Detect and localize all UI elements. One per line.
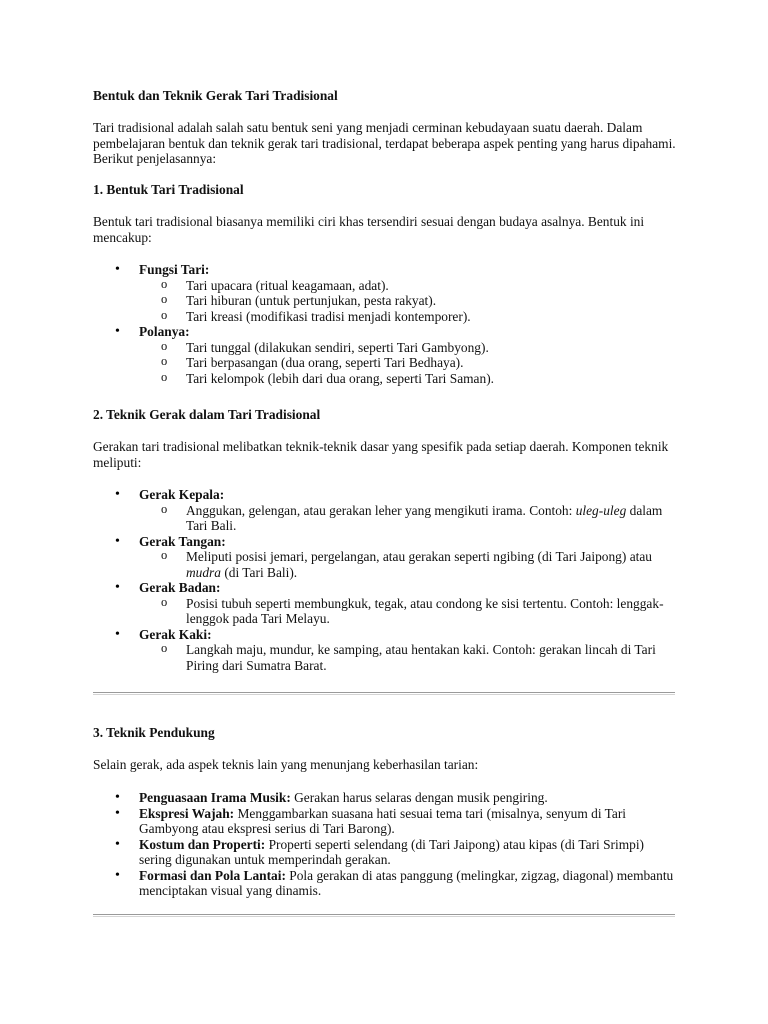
item-label: Penguasaan Irama Musik: — [139, 790, 291, 805]
sub-text-end: (di Tari Bali). — [220, 564, 298, 580]
section3-list — [93, 790, 678, 899]
list-item — [93, 627, 678, 674]
list-item — [93, 868, 678, 899]
horizontal-rule — [93, 692, 675, 695]
section3-text: Selain gerak, ada aspek teknis lain yang menunjang keberhasilan tarian: — [93, 757, 479, 772]
sub-list-item: o Tari hiburan (untuk pertunjukan, pesta rakyat). — [139, 293, 678, 309]
sub-text: Meliputi posisi jemari, pergelangan, atau gerakan seperti ngibing (di Tari Jaipong) atau — [186, 549, 652, 564]
item-label: Fungsi Tari: — [139, 262, 210, 277]
sub-text-end: dalam Tari Bali. — [186, 502, 663, 533]
item-label: Gerak Tangan: — [139, 533, 226, 549]
horizontal-rule — [93, 914, 675, 917]
item-label: Gerak Kepala: — [139, 487, 225, 502]
item-label: Formasi dan Pola Lantai: — [139, 867, 286, 883]
sub-emphasis: uleg-uleg — [575, 502, 627, 518]
item-text: Properti seperti selendang (di Tari Jaipong) atau kipas (di Tari Srimpi) sering digunakan untuk memperindah gerakan. — [139, 836, 645, 867]
section3-heading: 3. Teknik Pendukung — [93, 725, 215, 740]
item-label: Gerak Kaki: — [139, 626, 212, 642]
sub-list — [139, 340, 678, 387]
sub-list-item: o Tari tunggal (dilakukan sendiri, seperti Tari Gambyong). — [139, 340, 678, 356]
section1-text: Bentuk tari tradisional biasanya memiliki ciri khas tersendiri sesuai dengan budaya asalnya. Bentuk ini mencakup: — [93, 214, 645, 245]
sub-list — [139, 596, 678, 627]
document-title: Bentuk dan Teknik Gerak Tari Tradisional — [93, 88, 338, 103]
list-item — [93, 806, 678, 837]
list-item — [93, 534, 678, 581]
sub-list — [139, 642, 678, 673]
sub-list-item: o Tari kelompok (lebih dari dua orang, seperti Tari Saman). — [139, 371, 678, 387]
sub-text: Anggukan, gelengan, atau gerakan leher yang mengikuti irama. Contoh: — [186, 502, 576, 518]
sub-emphasis: mudra — [186, 564, 221, 580]
sub-list-item: o Tari upacara (ritual keagamaan, adat). — [139, 278, 678, 294]
list-item — [93, 487, 678, 534]
section1-heading: 1. Bentuk Tari Tradisional — [93, 182, 244, 197]
sub-list-item: o Tari berpasangan (dua orang, seperti Tari Bedhaya). — [139, 355, 678, 371]
intro-paragraph: Tari tradisional adalah salah satu bentuk seni yang menjadi cerminan kebudayaan suatu daerah. Dalam pembelajaran bentuk dan teknik gerak tari tradisional, terdapat beberapa aspek penting yang harus dipahami. Berikut penjelasannya: — [93, 120, 676, 166]
sub-list-item — [139, 642, 678, 673]
sub-list-item — [139, 549, 678, 580]
section2-text: Gerakan tari tradisional melibatkan teknik-teknik dasar yang spesifik pada setiap daerah. Komponen teknik meliputi: — [93, 439, 669, 470]
sub-list — [139, 503, 678, 534]
section2-heading: 2. Teknik Gerak dalam Tari Tradisional — [93, 407, 321, 422]
sub-list-item: o Tari kreasi (modifikasi tradisi menjadi kontemporer). — [139, 309, 678, 325]
sub-text: Langkah maju, mundur, ke samping, atau hentakan kaki. Contoh: gerakan lincah di Tari Piring dari Sumatra Barat. — [186, 642, 656, 673]
item-text: Pola gerakan di atas panggung (melingkar, zigzag, diagonal) membantu menciptakan visual yang dinamis. — [139, 867, 674, 898]
item-label: Polanya: — [139, 324, 190, 339]
sub-list — [139, 278, 678, 325]
section2-list — [93, 487, 678, 673]
item-label: Ekspresi Wajah: — [139, 805, 235, 821]
sub-list — [139, 549, 678, 580]
list-item — [93, 837, 678, 868]
list-item — [93, 790, 678, 806]
sub-text: Posisi tubuh seperti membungkuk, tegak, atau condong ke sisi tertentu. Contoh: lenggak-lenggok pada Tari Melayu. — [186, 595, 664, 626]
sub-list-item — [139, 596, 678, 627]
sub-list-item — [139, 503, 678, 534]
item-text: Menggambarkan suasana hati sesuai tema tari (misalnya, senyum di Tari Gambyong atau ekspresi serius di Tari Barong). — [139, 805, 627, 836]
list-item — [93, 580, 678, 627]
item-label: Kostum dan Properti: — [139, 836, 266, 852]
section1-list — [93, 262, 678, 386]
list-item — [93, 324, 678, 386]
item-label: Gerak Badan: — [139, 580, 221, 595]
list-item — [93, 262, 678, 324]
item-text: Gerakan harus selaras dengan musik pengiring. — [290, 790, 548, 805]
